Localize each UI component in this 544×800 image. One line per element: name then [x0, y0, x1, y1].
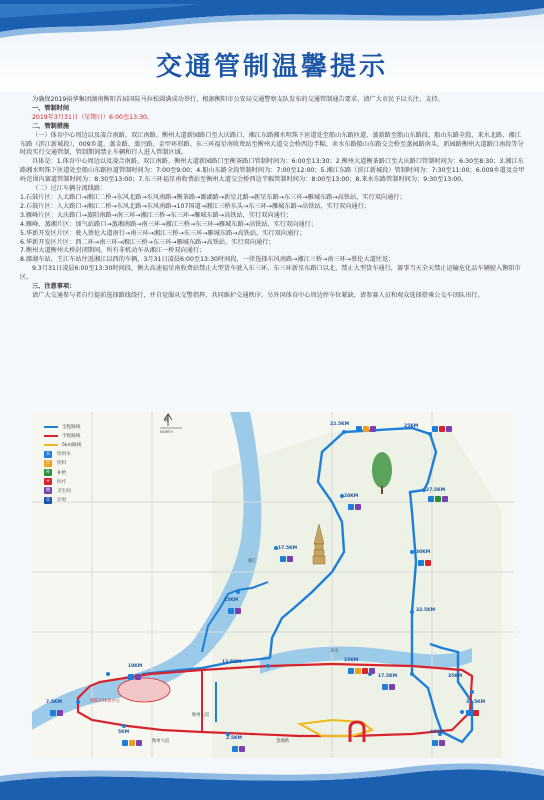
water-icon: 水 — [45, 451, 51, 457]
toilet-icon — [287, 556, 293, 562]
measures-paragraph-2: 具体是：1.体育中心周边以及凌合南路、双江南路、衡州大道新园路口至衡茶路口管制时间为：6:00至13:30；2.衡州大道衡茶路口至大庆路口管制时间为：6:30至8:30；3.湘江东路湘水明珠下匝道处至船山东路匝道管制时间为：7:00至9:00；4.船山东路全段管制时间为：7:00至12:00；5.湘江东路（滨江新城段）管制时间为：7:30至11:00；6.009乡道及金甲岭范围内赛道管制时间为：8:30至13:00；7.东三环福星南收费站至衡州大道交会桥西边半幅管制时间为：8:00至13:00；8.来水东路管制时间为：9:30至13:00。 — [20, 158, 525, 184]
timing-icon: ⏱ — [44, 497, 52, 504]
km-marker: 25KM — [404, 424, 419, 429]
route-item: 2.石鼓片区：人大路口→湘江二桥→东风北路→东风南路→107国道→湘江三桥东头→东三环→雁城东路→高铁站，实行双向通行； — [20, 202, 370, 210]
notice-text: 请广大交通参与者自行提前选择路线绕行，并自觉服从交警指挥，共同维护交通秩序。另外国体育中心周边停车位紧缺，请参赛人员和观众选择搭乘公交车团队出行。 — [32, 291, 484, 299]
water-icon — [348, 668, 354, 674]
toilet-icon — [136, 740, 142, 746]
intro-text: 为确保2019裕华集团湖南衡阳首届国际马拉松圆满成功举行，根据衡阳市公安局交通警察支队发布的交通管制通告要求，请广大市民予以关注、支持。 — [32, 96, 444, 103]
water-icon — [228, 608, 234, 614]
route-item: 7.衡州大道衡州大桥封闭期间，所有非机动车从湘江一桥双向通行； — [20, 247, 206, 255]
legend-label: 饮用水 — [57, 452, 71, 458]
toilet-icon — [369, 668, 375, 674]
service-station — [382, 684, 395, 690]
km-marker: 15KM — [224, 598, 239, 603]
km-marker: 37.5KM — [466, 700, 486, 705]
service-station — [432, 426, 452, 432]
stadium-label: 衡阳市体育中心 — [90, 699, 121, 704]
route-item: 1.石鼓片区：人大路口→湘江二桥→东风北路→东风南路→衡茶路→鄙湖路→新星北路→新星东路→东三环→雁城东路→高铁站，实行双向通行； — [20, 193, 406, 201]
km-marker: 30KM — [416, 550, 431, 555]
xiangjiang-label: 湘江 — [248, 559, 257, 564]
diversion-heading: （二）过江车辆分流线路： — [32, 185, 107, 193]
supply-icon — [435, 496, 441, 502]
service-station — [232, 746, 245, 752]
water-icon — [418, 560, 424, 566]
km-marker: 17.5KM — [378, 674, 398, 679]
km-marker: 32.5KM — [416, 608, 436, 613]
route-item: 4.雁峰、蒸湘片区：加气站路口→蒸湘南路→南三环→湘江三桥→东三环→雁城东路→高铁站，实行双向通行； — [20, 220, 317, 228]
drink-icon — [129, 740, 135, 746]
stadium-landmark — [118, 678, 170, 702]
service-station — [428, 496, 448, 502]
toilet-icon — [446, 426, 452, 432]
water-icon — [280, 556, 286, 562]
route-item: 5.华新开发区片区：驶入蔡伦大道南行→南三环→湘江三桥→东三环→雁城东路→高铁站，实行双向通行； — [20, 229, 306, 237]
water-icon — [348, 504, 354, 510]
control-time: 2019年3月31日（星期日）6:00至13:30。 — [32, 113, 154, 121]
km-marker: 7.5KM — [46, 700, 62, 705]
route-map — [32, 412, 514, 758]
five-km-route-swatch — [44, 444, 58, 446]
medical-icon — [362, 668, 368, 674]
service-station — [466, 710, 479, 716]
map-legend — [44, 422, 110, 505]
service-station — [348, 668, 375, 674]
km-marker: 12.5KM — [222, 660, 242, 665]
km-marker: 5KM — [118, 730, 130, 735]
half-route-swatch — [44, 435, 58, 437]
toilet-icon — [135, 674, 141, 680]
km-marker: 40KM — [430, 730, 445, 735]
legend-label: 5km路线 — [62, 442, 82, 448]
water-icon — [466, 710, 472, 716]
drink-icon: 饮 — [45, 460, 51, 466]
water-icon — [128, 674, 134, 680]
route-item: 6.华新开发区片区：西二环→南三环→湘江三桥→东三环→雁城东路→高铁站，实行双向通行； — [20, 238, 275, 246]
legend-item — [44, 431, 110, 440]
legend-label: 全程路线 — [62, 424, 81, 430]
service-station — [122, 740, 142, 746]
route-item: 8.鄙湖车站、王江车站往返湘江以西的车辆，3月31日凌晨6:00至13:30时间段，一律选择东风南路→湘江三桥→南三环→蔡伦大道往返； — [20, 256, 395, 264]
legend-item — [44, 450, 110, 459]
service-station — [432, 740, 445, 746]
legend-label: 半程路线 — [62, 433, 81, 439]
footer-swoosh-decoration — [0, 762, 544, 800]
water-icon — [122, 740, 128, 746]
measures-paragraph-1: （一）体育中心周边以及凌合南路、双江南路、衡州大道新园路口至大庆路口、湘江东路湘水明珠下匝道处至船山东路匝道、蒸新路至船山东路段、船山东路全段、来水北路、湘江东路（滨江新城段），009乡道、蒸金路、蒸兴路、金甲环形路、东三环福星南收费站至衡州大道交会桥西边半幅、耒水东路船山东路交会桥至蒸园路南头、新园路衡州大道路口南段等分时段实行交通管制，管制期间禁止车辆和行人进入管制区域。 — [20, 131, 524, 157]
section1-heading: 一、管制时间 — [32, 104, 70, 112]
toilet-icon — [389, 684, 395, 690]
legend-item — [44, 477, 110, 486]
water-icon — [50, 710, 56, 716]
road-label: 衡州大道 — [152, 739, 170, 744]
road-label: 蒸湘路 — [276, 739, 289, 744]
route-item: 3.雁峰片区：大庆路口→蒸阳南路→南三环→湘江三桥→东三环→雁城东路→高铁站，实行双向通行； — [20, 211, 293, 219]
service-station — [280, 556, 293, 562]
toilet-icon — [442, 496, 448, 502]
water-icon — [382, 684, 388, 690]
leishui-label: 耒水 — [330, 649, 339, 654]
medical-icon — [473, 710, 479, 716]
legend-item — [44, 440, 110, 449]
legend-item — [44, 422, 110, 431]
north-label: 北 — [164, 417, 170, 423]
toilet-icon: 厕 — [45, 488, 51, 494]
drink-icon — [355, 668, 361, 674]
legend-item — [44, 486, 110, 495]
legend-label: 饮料 — [57, 461, 67, 467]
water-icon — [428, 496, 434, 502]
legend-item — [44, 468, 110, 477]
service-station — [128, 674, 141, 680]
notice-body — [20, 96, 526, 301]
service-station — [418, 560, 431, 566]
legend-item — [44, 496, 110, 505]
medical-icon — [439, 426, 445, 432]
service-station — [50, 710, 63, 716]
km-marker: 20KM — [344, 494, 359, 499]
km-marker: 35KM — [448, 674, 463, 679]
toilet-icon — [239, 746, 245, 752]
km-marker: 2.5KM — [226, 736, 242, 741]
legend-label: 医疗 — [57, 479, 67, 485]
legend-item — [44, 459, 110, 468]
service-station — [348, 504, 361, 510]
legend-label: 卫生间 — [57, 488, 71, 494]
page-title: 交通管制温馨提示 — [155, 52, 388, 82]
toilet-icon — [370, 426, 376, 432]
water-icon — [432, 740, 438, 746]
water-icon — [432, 426, 438, 432]
km-marker: 15KM — [344, 658, 359, 663]
north-sub-label: NORTH — [160, 430, 173, 434]
medical-icon: + — [44, 478, 52, 485]
km-marker: 22.5KM — [330, 422, 350, 427]
toilet-icon — [235, 608, 241, 614]
legend-label: 计时 — [57, 498, 67, 504]
service-station — [356, 426, 376, 432]
toilet-icon — [439, 740, 445, 746]
medical-icon — [425, 560, 431, 566]
drink-icon — [363, 426, 369, 432]
legend-label: 补给 — [57, 470, 67, 476]
service-station — [228, 608, 241, 614]
header-swoosh-decoration — [0, 0, 544, 40]
road-label: 衡州大道 — [192, 713, 210, 718]
route-item: 9.3月31日凌晨6:00至13:30时间段，衡大高速福星南收费站禁止大型货车驶入东三环、东三环新星东路口以北，禁止大型货车通行，赛事当天全天禁止运输危化品车辆驶入衡阳市区。 — [20, 265, 521, 282]
toilet-icon — [355, 504, 361, 510]
km-marker: 27.5KM — [426, 488, 446, 493]
km-marker: 10KM — [128, 664, 143, 669]
full-route-swatch — [44, 426, 58, 428]
supply-icon: 补 — [45, 470, 51, 476]
toilet-icon — [57, 710, 63, 716]
section2-heading: 二、管制措施 — [32, 122, 70, 130]
section3-heading: 三、注意事项： — [32, 283, 76, 291]
water-icon — [356, 426, 362, 432]
water-icon — [232, 746, 238, 752]
km-marker: 17.5KM — [278, 546, 298, 551]
